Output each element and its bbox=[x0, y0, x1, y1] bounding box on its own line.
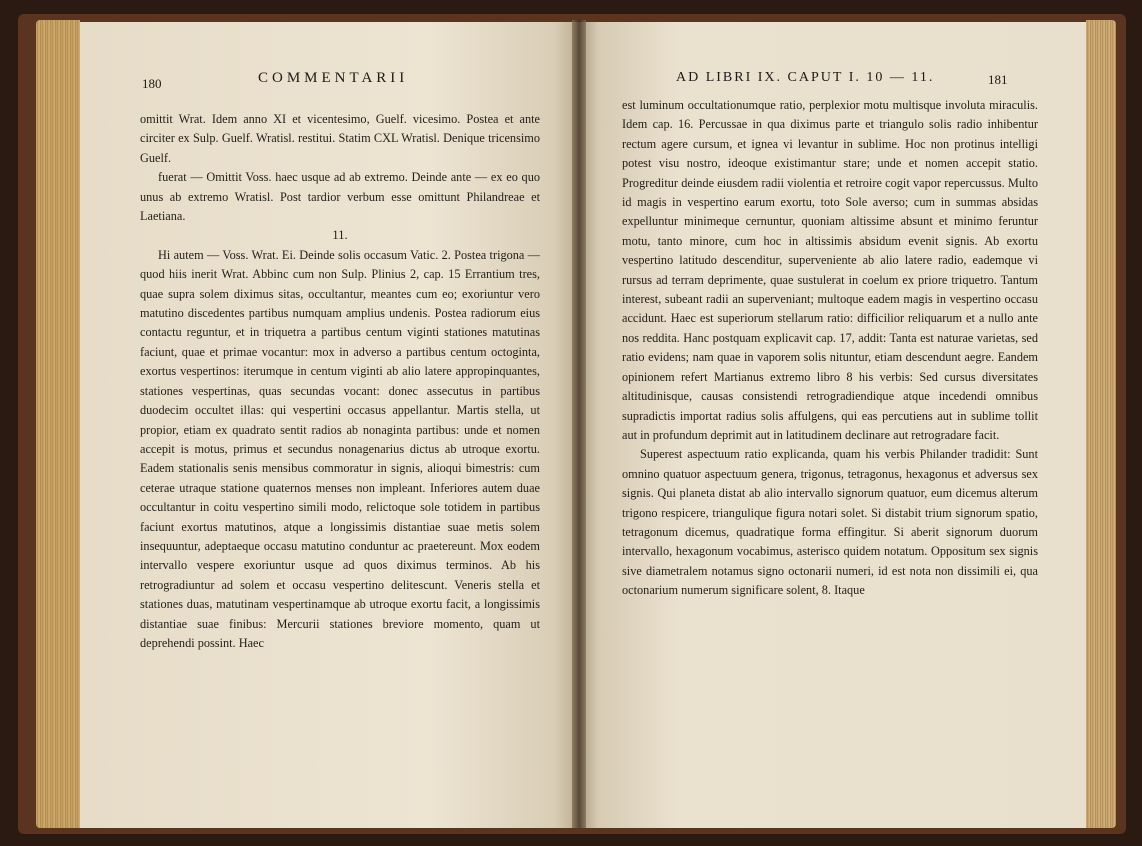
page-edges-right bbox=[1086, 20, 1116, 828]
left-page bbox=[80, 22, 580, 828]
paragraph: Hi autem — Voss. Wrat. Ei. Deinde solis occasum Vatic. 2. Postea trigona — quod hiis inerit Wrat. Abbinc cum non Sulp. Plinius 2, cap. 15 Errantium tres, quae supra solem diximus sitas, occultantur, meantes cum eo; exoriuntur vero matutino discedentes partibus numquam amplius undenis. Postea radiorum eius contactu reguntur, et in triquetra a partibus centum viginti stationes matutinas faciunt, quae et primae vocantur: mox in adverso a partibus centum octoginta, exortus vespertinos: iterumque in centum viginti ab alio latere appropinquantes, stationes vespertinas, quas secundas vocant: donec assecutus in partibus duodecim occultet illas: qui vespertini occasus appellantur. Martis stella, ut propior, etiam ex quadrato sentit radios ab nonaginta partibus: unde et nomen accepit is motus, primus et secundus nonagenarius dictus ab utroque exortu. Eadem stationalis senis mensibus commoratur in signis, alioqui bimestris: cum ceterae utraque statione quaternos menses non impleant. Inferiores autem duae occultantur in coitu vespertino simili modo, relictoque sole totidem in partibus faciunt exortus matutinos, atque a longissimis distantiae suae metis solem insequuntur, adeptaeque occasu matutino conduntur ac praetereunt. Mox eodem intervallo vespere exoriuntur usque ad quos diximus terminos. Ab his retrogradiuntur ad solem et occasu vespertino delitescunt. Veneris stella et stationes duas, matutinam vespertinamque ab utroque exortu facit, a longissimis distantiae suae finibus: Mercurii stationes breviore momento, quam ut deprehendi possint. Haec bbox=[140, 247, 540, 650]
paragraph: omittit Wrat. Idem anno XI et vicentesimo, Guelf. vicesimo. Postea et ante circiter ex Sulp. Guelf. Wratisl. restitui. Statim CXL Wratisl. Denique tricensimo Guelf. bbox=[140, 112, 540, 165]
paragraph: fuerat — Omittit Voss. haec usque ad ab extremo. Deinde ante — ex eo quo unus ab extremo Wratisl. Post tardior verbum esse omittunt Philandreae et Laetiana. bbox=[140, 170, 540, 224]
left-running-head: COMMENTARII bbox=[258, 70, 409, 86]
right-page-body bbox=[622, 96, 1038, 601]
right-page bbox=[578, 22, 1086, 828]
book-gutter bbox=[572, 20, 586, 828]
left-page-body bbox=[140, 110, 540, 653]
section-number: 11. bbox=[332, 228, 348, 243]
page-edges-left bbox=[36, 20, 80, 828]
left-page-number: 180 bbox=[142, 76, 162, 91]
right-page-number: 181 bbox=[988, 72, 1008, 87]
right-running-head: AD LIBRI IX. CAPUT I. 10 — 11. bbox=[676, 70, 935, 85]
paragraph: Superest aspectuum ratio explicanda, quam his verbis Philander tradidit: Sunt omnino quatuor aspectuum genera, trigonus, tetragonus, hexagonus et adversus sex signis. Qui planeta distat ab alio intervallo signorum quatuor, eum dicemus alterum trigono respicere, triangulique figura notari solet. Si distabit trium signorum spatio, tetragonum dicemus, quadratique forma effingitur. Si aberit signorum duorum intervallo, hexagonum vocabimus, asterisco quidem notatum. Oppositum sex signis sive diametralem notamus signo octonarii numeri, id est nota non dissimili ei, qua octonarium numerum significare solent, 8. Itaque bbox=[622, 447, 1038, 598]
paragraph: est luminum occultationumque ratio, perplexior motu multisque involuta miraculis. Idem cap. 16. Percussae in qua diximus parte et triangulo solis radio inhibentur rectum agere cursum, et ignea vi levantur in sublime. Hoc non protinus intelligi potest visu nostro, ideoque existimantur stare; unde et nomen accepit statio. Progreditur deinde eiusdem radii violentia et retroire cogit vapor repercussus. Multo id magis in vespertino earum exortu, toto Sole averso; cum in summas absidas expelluntur minimeque cernuntur, quoniam altissime absunt et minimo feruntur motu, tanto minore, cum hoc in altissimis absidum evenit signis. Ab exortu vespertino latitudo descenditur, superveniente ab alio latere radio, eademque vi rursus ad terram deprimente, quae sustulerat in coelum ex priore triquetro. Tantum interest, subeant radii an superveniant; multoque eadem magis in vespertino occasu accidunt. Haec est superiorum stellarum ratio: difficilior reliquarum et a nullo ante nos reddita. Hanc postquam explicavit cap. 17, addit: Tanta est naturae varietas, sed ratio evidens; nam quae in vaporem solis nituntur, etiam descendunt aegre. Eandem opinionem refert Martianus extremo libro 8 his verbis: Sed cursus diversitates altitudinisque, causas consistendi retrogradiendique atque incedendi omnibus supradictis importat radius solis affulgens, qui eas percutiens aut in sublime tollit aut in profundum deprimit aut in latitudinem declinare aut retrogradare facit. bbox=[622, 98, 1038, 442]
